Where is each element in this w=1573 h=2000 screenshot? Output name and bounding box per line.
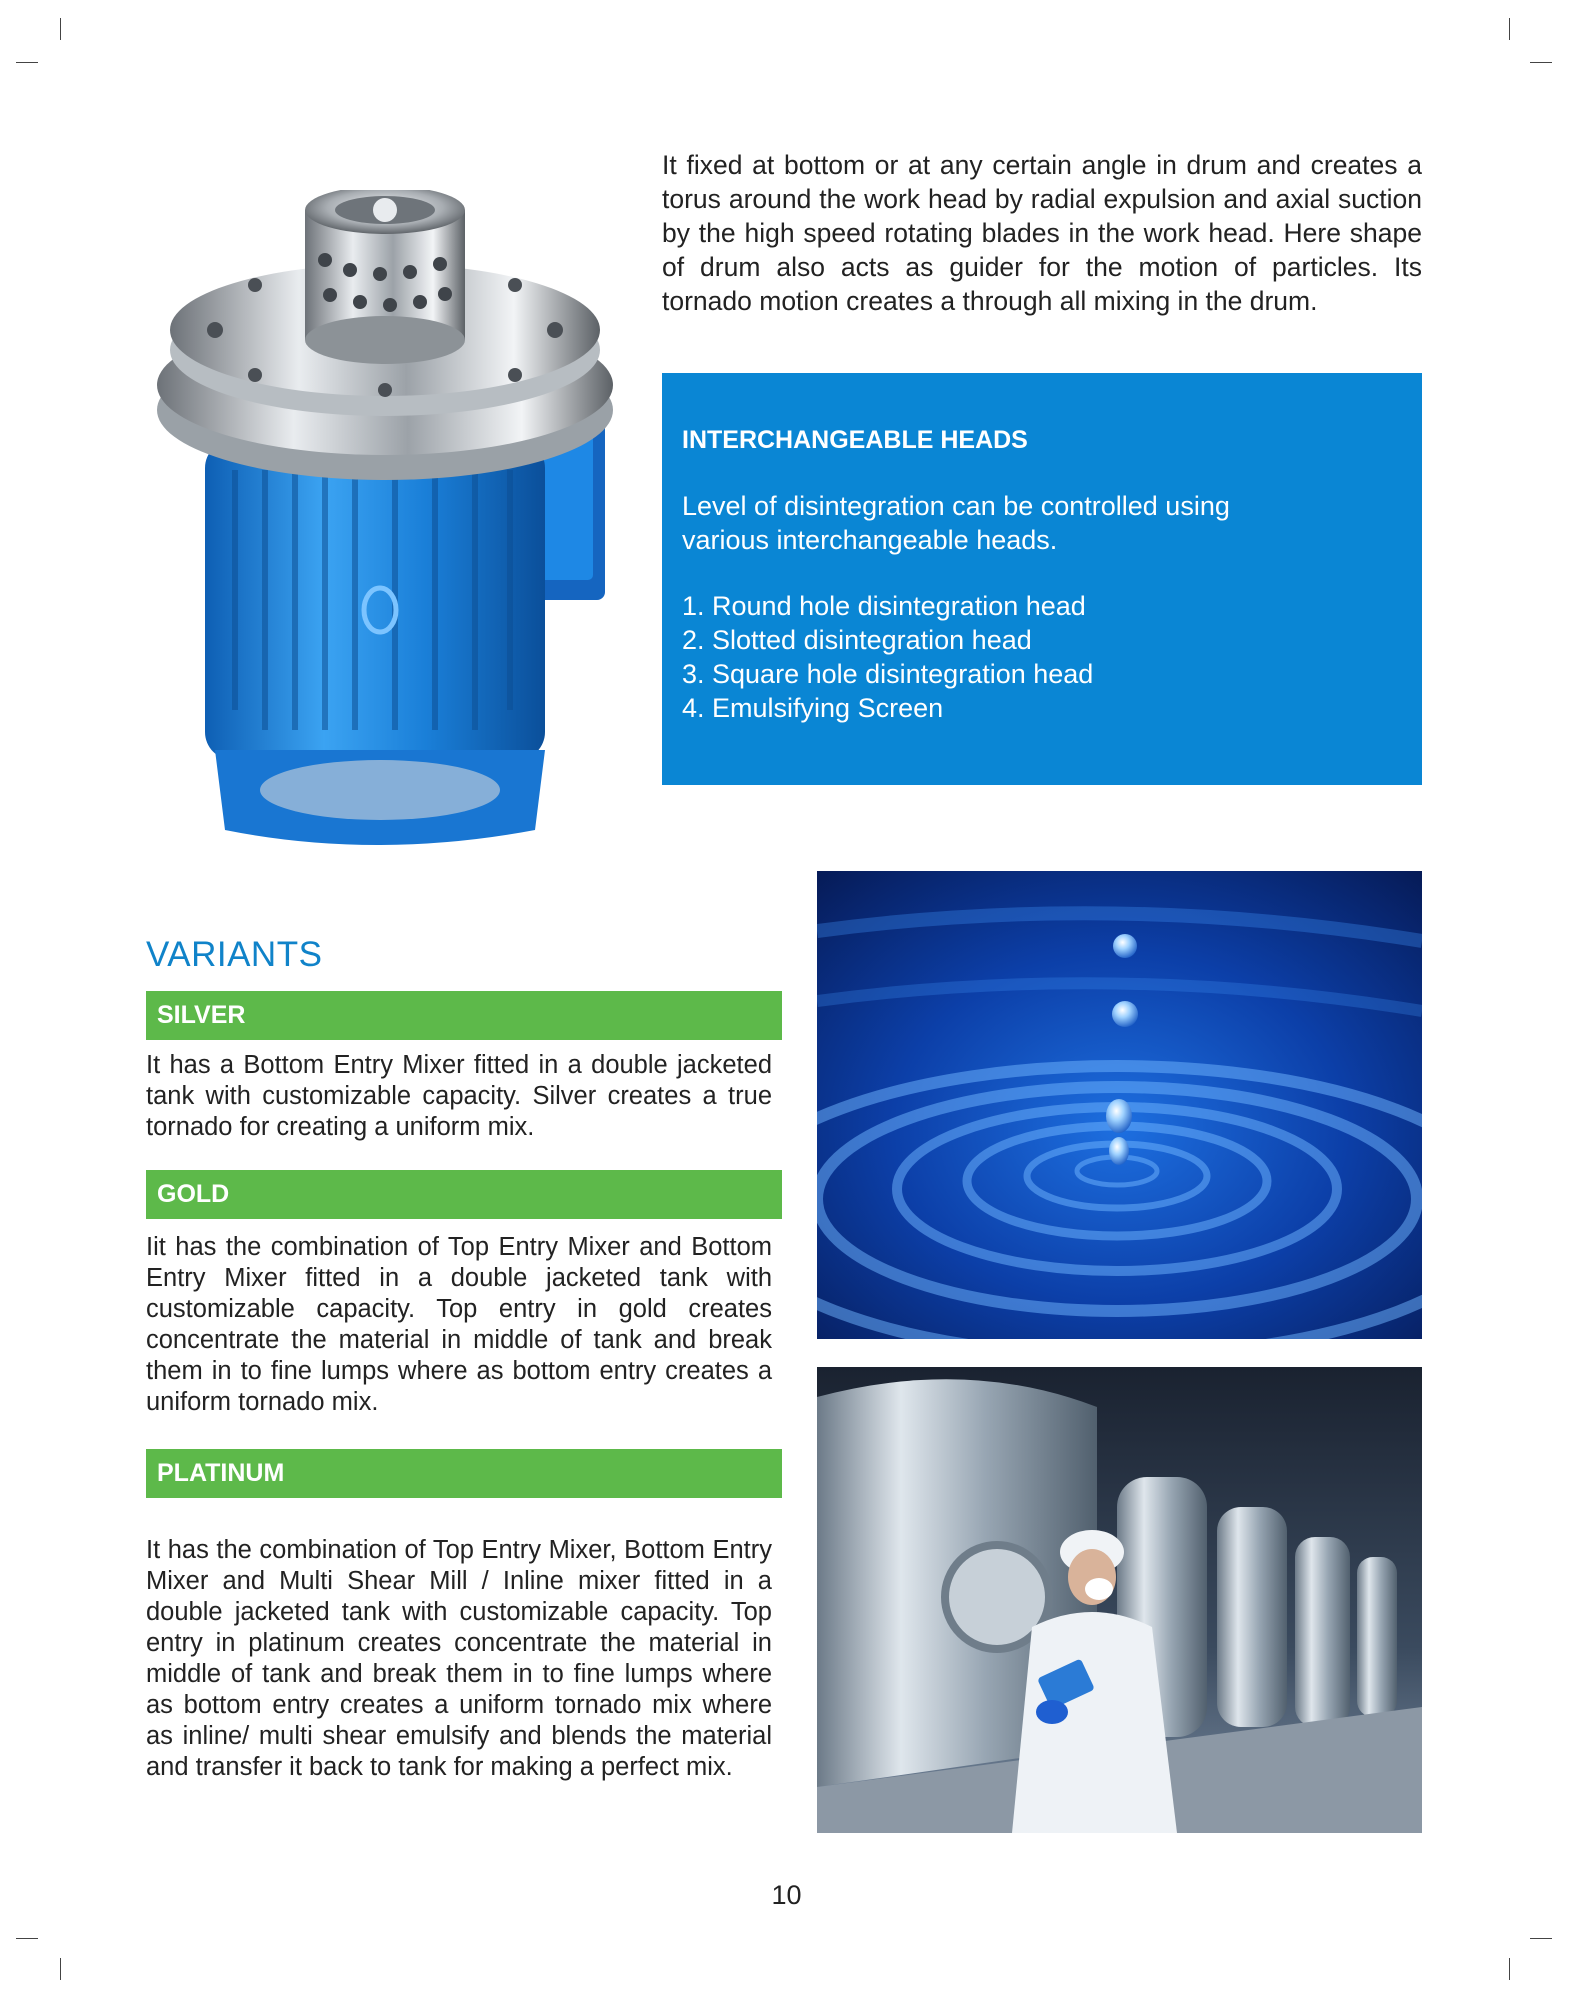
heads-list xyxy=(682,589,1402,725)
gold-bar: GOLD xyxy=(146,1170,782,1219)
crop-mark xyxy=(1509,1958,1510,1980)
page-number: 10 xyxy=(771,1880,802,1910)
list-item: 2. Slotted disintegration head xyxy=(682,625,1032,655)
list-item: 4. Emulsifying Screen xyxy=(682,693,944,723)
platinum-bar: PLATINUM xyxy=(146,1449,782,1498)
crop-mark xyxy=(1530,62,1552,63)
crop-mark xyxy=(1509,18,1510,40)
gold-description: Iit has the combination of Top Entry Mixer and Bottom Entry Mixer fitted in a double jacketed tank with customizable capacity. Top entry in gold creates concentrate the material in middle of tank and break them in to fine lumps where as bottom entry creates a uniform tornado mix. xyxy=(146,1233,772,1416)
crop-mark xyxy=(16,1938,38,1939)
silver-bar: SILVER xyxy=(146,991,782,1040)
interchangeable-heads-panel xyxy=(662,373,1422,785)
crop-mark xyxy=(60,18,61,40)
crop-mark xyxy=(60,1958,61,1980)
heads-description: Level of disintegration can be controlled using various interchangeable heads. xyxy=(682,491,1230,555)
heads-title: INTERCHANGEABLE HEADS xyxy=(682,426,1028,454)
crop-mark xyxy=(1530,1938,1552,1939)
platinum-description: It has the combination of Top Entry Mixer, Bottom Entry Mixer and Multi Shear Mill / Inline mixer fitted in a double jacketed tank with customizable capacity. Top entry in platinum creates concentrate the material in middle of tank and break them in to fine lumps where as bottom entry creates a uniform tornado mix where as inline/ multi shear emulsify and blends the material and transfer it back to tank for making a perfect mix. xyxy=(146,1536,772,1781)
list-item: 1. Round hole disintegration head xyxy=(682,591,1086,621)
list-item: 3. Square hole disintegration head xyxy=(682,659,1094,689)
mixer-motor-image xyxy=(145,190,635,850)
crop-mark xyxy=(16,62,38,63)
factory-worker-image xyxy=(817,1367,1422,1833)
variants-heading: VARIANTS xyxy=(146,935,323,974)
intro-paragraph: It fixed at bottom or at any certain angle in drum and creates a torus around the work head by radial expulsion and axial suction by the high speed rotating blades in the work head. Here shape of drum also acts as guider for the motion of particles. Its tornado motion creates a through all mixing in the drum. xyxy=(662,150,1422,316)
silver-description: It has a Bottom Entry Mixer fitted in a double jacketed tank with customizable capacity. Silver creates a true tornado for creating a uniform mix. xyxy=(146,1051,772,1141)
water-drop-image xyxy=(817,871,1422,1339)
